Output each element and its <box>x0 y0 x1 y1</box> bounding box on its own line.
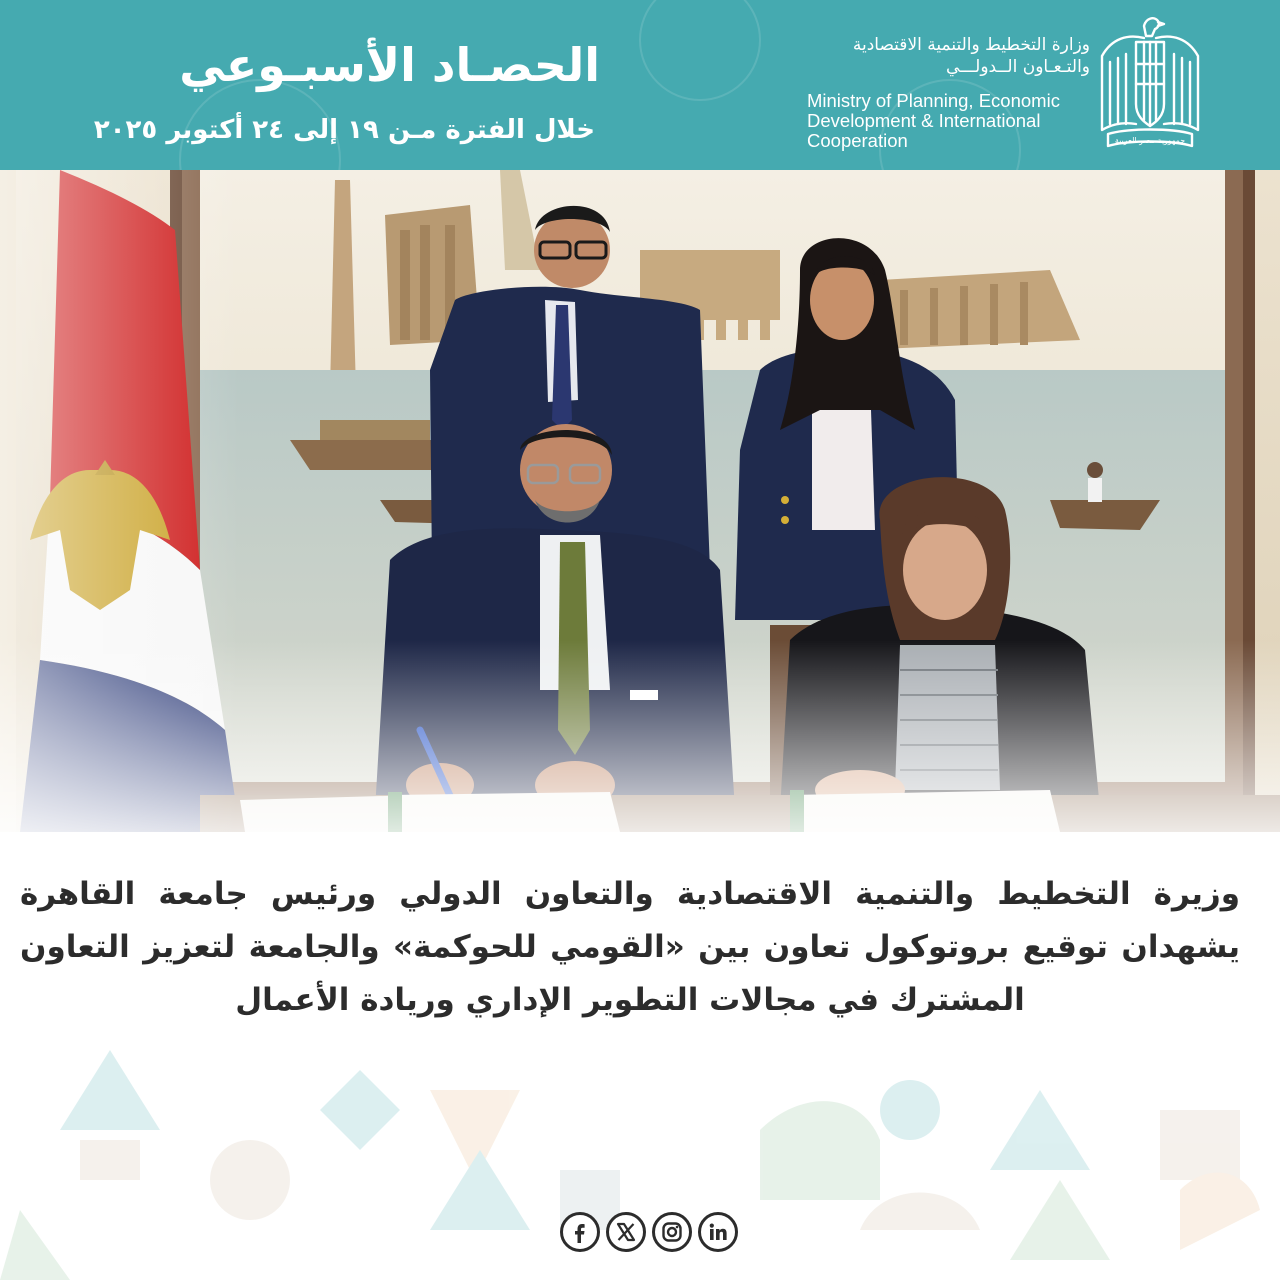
news-headline: وزيرة التخطيط والتنمية الاقتصادية والتعاون الدولي ورئيس جامعة القاهرة يشهدان توقيع بروتوكول تعاون بين «القومي للحوكمة» والجامعة لتعزيز التعاون المشترك في مجالات التطوير الإداري وريادة الأعمال <box>20 876 1240 1018</box>
instagram-icon[interactable] <box>652 1212 692 1252</box>
ministry-ar-line-1: وزارة التخطيط والتنمية الاقتصادية <box>852 35 1090 55</box>
ministry-name-arabic <box>800 34 1090 78</box>
social-links <box>560 1212 740 1258</box>
signing-ceremony-photo <box>0 170 1280 832</box>
x-icon[interactable] <box>606 1212 646 1252</box>
ministry-ar-line-2: والتـعـاون الــدولـــي <box>946 57 1090 77</box>
ministry-name-english <box>807 91 1107 151</box>
ministry-en-line-2: Development & International <box>807 110 1041 131</box>
header-band <box>0 0 1280 170</box>
ministry-en-line-1: Ministry of Planning, Economic <box>807 90 1060 111</box>
egypt-eagle-emblem-icon <box>1098 12 1202 154</box>
linkedin-icon[interactable] <box>698 1212 738 1252</box>
ministry-en-line-3: Cooperation <box>807 130 908 151</box>
facebook-icon[interactable] <box>560 1212 600 1252</box>
page-title: الحصـاد الأسبـوعي <box>179 38 600 92</box>
emblem-caption: جمهورية مصر العربية <box>1114 136 1186 145</box>
period-subtitle: خلال الفترة مـن ١٩ إلى ٢٤ أكتوبر ٢٠٢٥ <box>93 115 595 145</box>
photo-illustration <box>0 170 1280 832</box>
